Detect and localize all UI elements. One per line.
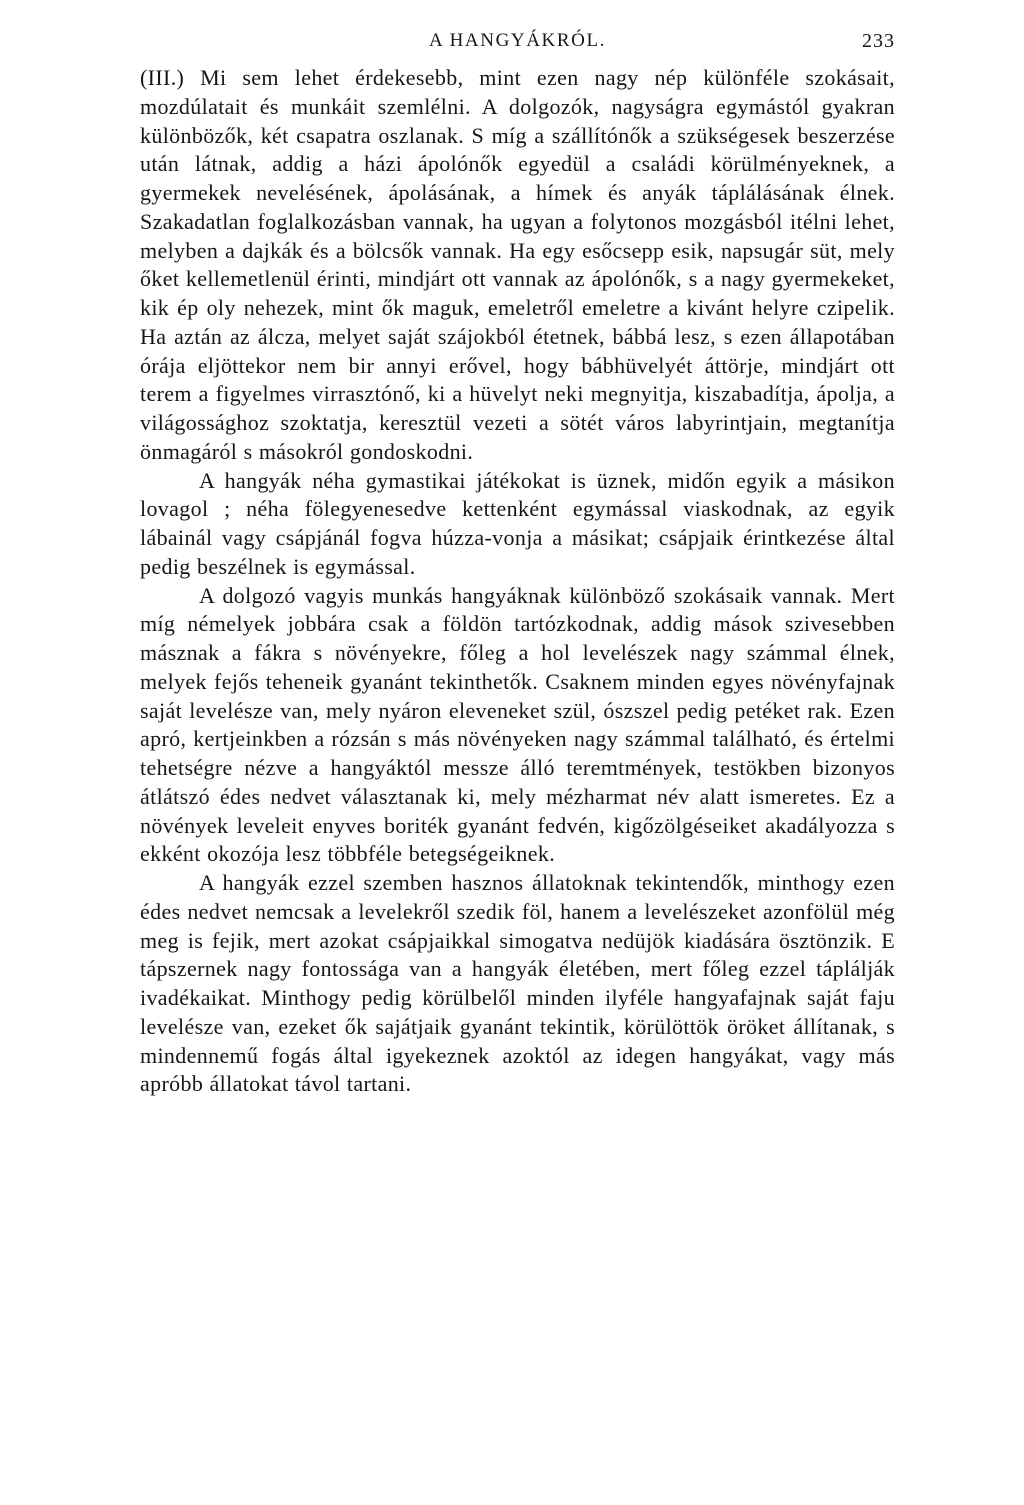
- paragraph-4: A hangyák ezzel szemben hasznos állatoknak tekintendők, minthogy ezen édes nedvet nemcsak a levelekről szedik föl, hanem a levelészeket azonfölül még meg is fejik, mert azokat csápjaikkal simogatva nedüjök kiadására ösztönzik. E tápszernek nagy fontossága van a hangyák életében, mert főleg ezzel táplálják ivadékaikat. Minthogy pedig körülbelől minden ilyféle hangyafajnak saját faju levelésze van, ezeket ők sajátjaik gyanánt tekintik, körülöttök öröket állítanak, s mindennemű fogás által igyekeznek azoktól az idegen hangyákat, vagy más apróbb állatokat távol tartani.: [140, 870, 895, 1097]
- running-header: [140, 30, 895, 54]
- body-text: [140, 64, 895, 1099]
- running-title: A HANGYÁKRÓL.: [428, 30, 607, 51]
- paragraph-1: (III.) Mi sem lehet érdekesebb, mint ezen nagy nép különféle szokásait, mozdúlatait és munkáit szemlélni. A dolgozók, nagyságra egymástól gyakran különbözők, két csapatra oszlanak. S míg a szállítónők a szükségesek beszerzése után látnak, addig a házi ápolónők egyedül a családi körülményeknek, a gyermekek nevelésének, ápolásának, a hímek és anyák táplálásának élnek. Szakadatlan foglalkozásban vannak, ha ugyan a folytonos mozgásból itélni lehet, melyben a dajkák és a bölcsők vannak. Ha egy esőcsepp esik, napsugár süt, mely őket kellemetlenül érinti, mindjárt ott vannak az ápolónők, s a nagy gyermekeket, kik ép oly nehezek, mint ők maguk, emeletről emeletre a kivánt helyre czipelik. Ha aztán az álcza, melyet saját szájokból étetnek, bábbá lesz, s ezen állapotában órája eljöttekor nem bir annyi erővel, hogy bábhüvelyét áttörje, mindjárt ott terem a figyelmes virrasztónő, ki a hüvelyt neki megnyitja, kiszabadítja, ápolja, a világossághoz szoktatja, keresztül vezeti a sötét város labyrintjain, megtanítja önmagáról s másokról gondoskodni.: [140, 65, 895, 464]
- paragraph-3: A dolgozó vagyis munkás hangyáknak különböző szokásaik vannak. Mert míg némelyek jobbára csak a földön tartózkodnak, addig mások szivesebben másznak a fákra s növényekre, főleg a hol levelészek nagy számmal élnek, melyek fejős teheneik gyanánt tekinthetők. Csaknem minden egyes növényfajnak saját levelésze van, mely nyáron eleveneket szül, ószszel pedig petéket rak. Ezen apró, kertjeinkben a rózsán s más növényeken nagy számmal található, és értelmi tehetségre nézve a hangyáktól messze álló teremtmények, testökben bizonyos átlátszó édes nedvet választanak ki, mely mézharmat név alatt ismeretes. Ez a növények leveleit enyves boriték gyanánt fedvén, kigőzölgéseiket akadályozza s ekként okozója lesz többféle betegségeiknek.: [140, 582, 895, 867]
- page-number: 233: [862, 30, 895, 52]
- paragraph-2: A hangyák néha gymastikai játékokat is üznek, midőn egyik a másikon lovagol ; néha fölegyenesedve kettenként egymással viaskodnak, az egyik lábainál vagy csápjánál fogva húzza-vonja a másikat; csápjaik érintkezése által pedig beszélnek is egymással.: [140, 467, 895, 579]
